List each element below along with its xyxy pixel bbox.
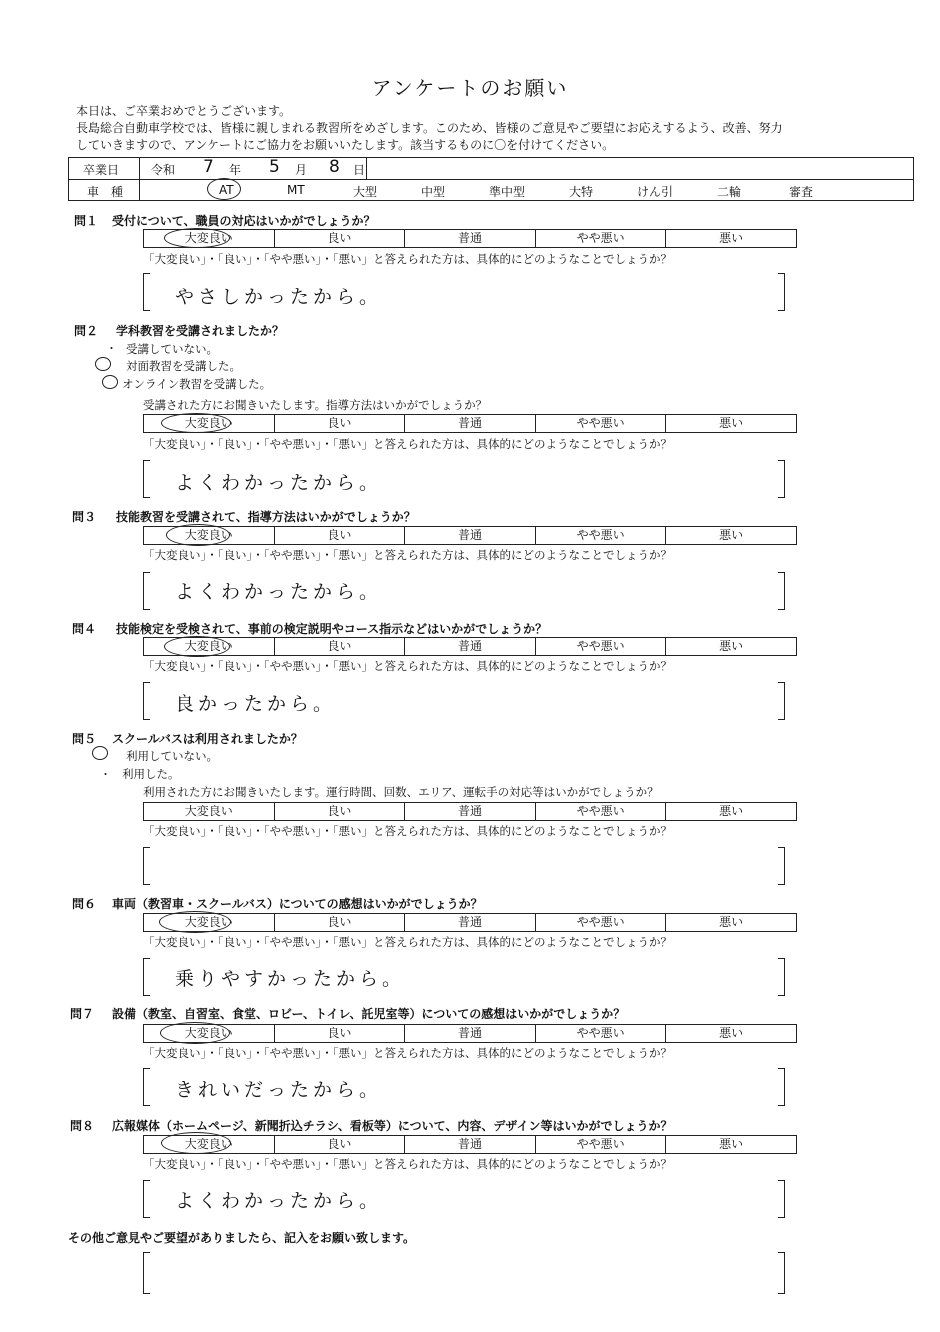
rating-average[interactable]: 普通 bbox=[405, 1136, 536, 1153]
rating-good[interactable]: 良い bbox=[275, 527, 406, 544]
answer-bracket-right bbox=[778, 1180, 785, 1218]
selected-circle-mark bbox=[102, 375, 118, 389]
rating-somewhat-bad[interactable]: やや悪い bbox=[536, 230, 667, 247]
rating-very-good[interactable]: 大変良い bbox=[144, 638, 275, 655]
rating-somewhat-bad[interactable]: やや悪い bbox=[536, 1136, 667, 1153]
type-large[interactable]: 大型 bbox=[353, 185, 378, 199]
year-unit: 年 bbox=[229, 163, 242, 177]
q4-text: 技能検定を受検されて、事前の検定説明やコース指示などはいかがでしょうか？ bbox=[116, 622, 548, 636]
type-special[interactable]: 大特 bbox=[569, 185, 594, 199]
answer-bracket-left bbox=[143, 572, 150, 610]
rating-average[interactable]: 普通 bbox=[405, 638, 536, 655]
q2-option-2[interactable]: 対面教習を受講した。 bbox=[126, 359, 241, 373]
q5-number: 問５ bbox=[72, 732, 97, 746]
grad-label: 卒業日 bbox=[83, 163, 120, 177]
answer-bracket-right bbox=[778, 847, 785, 885]
closing-text: その他ご意見やご要望がありましたら、記入をお願い致します。 bbox=[68, 1231, 416, 1245]
answer-bracket-left bbox=[143, 682, 150, 720]
rating-bad[interactable]: 悪い bbox=[719, 528, 744, 542]
rating-very-good[interactable]: 大変良い bbox=[144, 230, 275, 247]
rating-good[interactable]: 良い bbox=[275, 415, 406, 432]
answer-bracket-left bbox=[143, 273, 150, 311]
intro-line-3: していきますので、アンケートにご協力をお願いいたします。該当するものに〇を付けてください。 bbox=[76, 138, 615, 152]
q8-followup: 「大変良い」・「良い」・「やや悪い」・「悪い」と答えられた方は、具体的にどのようなことでしょうか？ bbox=[143, 1157, 672, 1171]
rating-good[interactable]: 良い bbox=[275, 1136, 406, 1153]
answer-bracket-right bbox=[778, 273, 785, 311]
type-motorcycle[interactable]: 二輪 bbox=[717, 185, 742, 199]
intro-line-1: 本日は、ご卒業おめでとうございます。 bbox=[76, 104, 292, 118]
q2-option-1[interactable]: 受講していない。 bbox=[126, 342, 218, 356]
answer-bracket-right bbox=[778, 1252, 785, 1294]
q2-answer[interactable]: よくわかったから。 bbox=[175, 472, 383, 494]
intro-line-2: 長島総合自動車学校では、皆様に親しまれる教習所をめざします。このため、皆様のご意見やご要望にお応えするよう、改善、努力 bbox=[76, 121, 783, 135]
graduation-date-row bbox=[69, 158, 367, 180]
q6-rating-scale bbox=[143, 913, 797, 932]
q7-number: 問７ bbox=[70, 1007, 95, 1021]
rating-very-good[interactable]: 大変良い bbox=[144, 1136, 275, 1153]
rating-good[interactable]: 良い bbox=[275, 1025, 406, 1042]
q3-followup: 「大変良い」・「良い」・「やや悪い」・「悪い」と答えられた方は、具体的にどのようなことでしょうか？ bbox=[143, 548, 672, 562]
type-medium[interactable]: 中型 bbox=[421, 185, 446, 199]
type-label: 車 種 bbox=[87, 185, 124, 199]
rating-very-good[interactable]: 大変良い bbox=[144, 803, 275, 820]
day-unit: 日 bbox=[353, 163, 366, 177]
answer-bracket-left bbox=[143, 1252, 150, 1294]
q7-rating-scale bbox=[143, 1024, 797, 1043]
rating-good[interactable]: 良い bbox=[275, 230, 406, 247]
rating-bad[interactable]: 悪い bbox=[719, 915, 744, 929]
answer-bracket-right bbox=[778, 460, 785, 498]
q7-followup: 「大変良い」・「良い」・「やや悪い」・「悪い」と答えられた方は、具体的にどのようなことでしょうか？ bbox=[143, 1046, 672, 1060]
vehicle-type-row bbox=[69, 179, 913, 201]
rating-good[interactable]: 良い bbox=[275, 803, 406, 820]
selected-circle-mark bbox=[160, 1022, 230, 1044]
q5-option-2[interactable]: 利用した。 bbox=[122, 767, 180, 781]
rating-bad[interactable]: 悪い bbox=[719, 416, 744, 430]
q1-answer[interactable]: やさしかったから。 bbox=[175, 286, 383, 308]
q5-option-1[interactable]: 利用していない。 bbox=[126, 749, 218, 763]
q8-text: 広報媒体（ホームページ、新聞折込チラシ、看板等）について、内容、デザイン等はいかがでしょうか？ bbox=[112, 1119, 673, 1133]
q1-number: 問１ bbox=[74, 214, 99, 228]
q8-number: 問８ bbox=[70, 1119, 95, 1133]
selected-circle-mark bbox=[161, 413, 231, 433]
type-at[interactable]: AT bbox=[219, 183, 234, 197]
divider bbox=[366, 158, 367, 179]
answer-bracket-left bbox=[143, 958, 150, 996]
rating-somewhat-bad[interactable]: やや悪い bbox=[536, 914, 667, 931]
q3-rating-scale bbox=[143, 526, 797, 545]
selected-circle-mark bbox=[95, 357, 111, 371]
q4-answer[interactable]: 良かったから。 bbox=[175, 693, 337, 715]
selected-circle-mark bbox=[166, 524, 230, 546]
answer-bracket-right bbox=[778, 682, 785, 720]
month-value: 5 bbox=[269, 157, 280, 177]
type-mt[interactable]: MT bbox=[287, 183, 305, 197]
q4-followup: 「大変良い」・「良い」・「やや悪い」・「悪い」と答えられた方は、具体的にどのようなことでしょうか？ bbox=[143, 659, 672, 673]
rating-bad[interactable]: 悪い bbox=[719, 1137, 744, 1151]
q2-number: 問２ bbox=[74, 324, 99, 338]
era-label: 令和 bbox=[151, 163, 176, 177]
selected-circle-mark bbox=[164, 228, 230, 248]
q1-text: 受付について、職員の対応はいかがでしょうか？ bbox=[112, 214, 376, 228]
q6-text: 車両（教習車・スクールバス）についての感想はいかがでしょうか？ bbox=[112, 897, 483, 911]
q3-text: 技能教習を受講されて、指導方法はいかがでしょうか？ bbox=[116, 510, 416, 524]
rating-very-good[interactable]: 大変良い bbox=[144, 527, 275, 544]
rating-average[interactable]: 普通 bbox=[405, 803, 536, 820]
answer-bracket-left bbox=[143, 847, 150, 885]
rating-somewhat-bad[interactable]: やや悪い bbox=[536, 415, 667, 432]
selected-circle-mark bbox=[159, 911, 231, 933]
answer-bracket-left bbox=[143, 1068, 150, 1106]
q2-text: 学科教習を受講されましたか？ bbox=[116, 324, 285, 338]
q4-rating-scale bbox=[143, 637, 797, 656]
q2-rating-scale bbox=[143, 414, 797, 433]
rating-somewhat-bad[interactable]: やや悪い bbox=[536, 527, 667, 544]
rating-good[interactable]: 良い bbox=[275, 638, 406, 655]
rating-average[interactable]: 普通 bbox=[405, 914, 536, 931]
rating-bad[interactable]: 悪い bbox=[719, 639, 744, 653]
bullet: ・ bbox=[100, 768, 111, 781]
rating-bad[interactable]: 悪い bbox=[719, 231, 744, 245]
selected-circle-mark bbox=[207, 178, 241, 200]
answer-bracket-right bbox=[778, 572, 785, 610]
q7-text: 設備（教室、自習室、食堂、ロビー、トイレ、託児室等）についての感想はいかがでしょうか？ bbox=[112, 1007, 626, 1021]
type-semi-medium[interactable]: 準中型 bbox=[489, 185, 526, 199]
rating-average[interactable]: 普通 bbox=[405, 230, 536, 247]
answer-bracket-left bbox=[143, 460, 150, 498]
q8-rating-scale bbox=[143, 1135, 797, 1154]
q7-answer[interactable]: きれいだったから。 bbox=[175, 1079, 383, 1101]
rating-average[interactable]: 普通 bbox=[405, 527, 536, 544]
rating-average[interactable]: 普通 bbox=[405, 1025, 536, 1042]
answer-bracket-right bbox=[778, 1068, 785, 1106]
q8-answer[interactable]: よくわかったから。 bbox=[175, 1190, 383, 1212]
selected-circle-mark bbox=[164, 636, 230, 657]
rating-very-good[interactable]: 大変良い bbox=[144, 415, 275, 432]
rating-somewhat-bad[interactable]: やや悪い bbox=[536, 803, 667, 820]
rating-bad[interactable]: 悪い bbox=[719, 804, 744, 818]
q1-followup: 「大変良い」・「良い」・「やや悪い」・「悪い」と答えられた方は、具体的にどのようなことでしょうか？ bbox=[143, 252, 672, 266]
q2-subquestion: 受講された方にお聞きいたします。指導方法はいかがでしょうか？ bbox=[143, 398, 488, 412]
answer-bracket-right bbox=[778, 958, 785, 996]
type-exam[interactable]: 審査 bbox=[789, 185, 814, 199]
rating-somewhat-bad[interactable]: やや悪い bbox=[536, 1025, 667, 1042]
q6-answer[interactable]: 乗りやすかったから。 bbox=[175, 968, 406, 990]
page-title: アンケートのお願い bbox=[371, 76, 569, 100]
rating-very-good[interactable]: 大変良い bbox=[144, 914, 275, 931]
q1-rating-scale bbox=[143, 229, 797, 248]
answer-bracket-left bbox=[143, 1180, 150, 1218]
divider bbox=[139, 180, 140, 201]
rating-average[interactable]: 普通 bbox=[405, 415, 536, 432]
day-value: 8 bbox=[329, 157, 340, 177]
q3-answer[interactable]: よくわかったから。 bbox=[175, 581, 383, 603]
q5-subquestion: 利用された方にお聞きいたします。運行時間、回数、エリア、運転手の対応等はいかがでしょうか？ bbox=[143, 785, 659, 799]
q5-followup: 「大変良い」・「良い」・「やや悪い」・「悪い」と答えられた方は、具体的にどのようなことでしょうか？ bbox=[143, 824, 672, 838]
type-towing[interactable]: けん引 bbox=[637, 185, 674, 199]
selected-circle-mark bbox=[161, 1132, 231, 1154]
q6-followup: 「大変良い」・「良い」・「やや悪い」・「悪い」と答えられた方は、具体的にどのようなことでしょうか？ bbox=[143, 935, 672, 949]
q2-followup: 「大変良い」・「良い」・「やや悪い」・「悪い」と答えられた方は、具体的にどのようなことでしょうか？ bbox=[143, 437, 672, 451]
bullet: ・ bbox=[106, 342, 117, 355]
q5-text: スクールバスは利用されましたか？ bbox=[112, 732, 303, 746]
info-box bbox=[68, 157, 914, 201]
q2-option-3[interactable]: オンライン教習を受講した。 bbox=[122, 377, 272, 391]
rating-somewhat-bad[interactable]: やや悪い bbox=[536, 638, 667, 655]
divider bbox=[139, 158, 140, 179]
selected-circle-mark bbox=[92, 746, 108, 760]
q5-rating-scale bbox=[143, 802, 797, 821]
q6-number: 問６ bbox=[72, 897, 97, 911]
q4-number: 問４ bbox=[72, 622, 97, 636]
rating-bad[interactable]: 悪い bbox=[719, 1026, 744, 1040]
rating-good[interactable]: 良い bbox=[275, 914, 406, 931]
year-value: 7 bbox=[203, 157, 214, 177]
rating-very-good[interactable]: 大変良い bbox=[144, 1025, 275, 1042]
q3-number: 問３ bbox=[72, 510, 97, 524]
month-unit: 月 bbox=[295, 163, 308, 177]
